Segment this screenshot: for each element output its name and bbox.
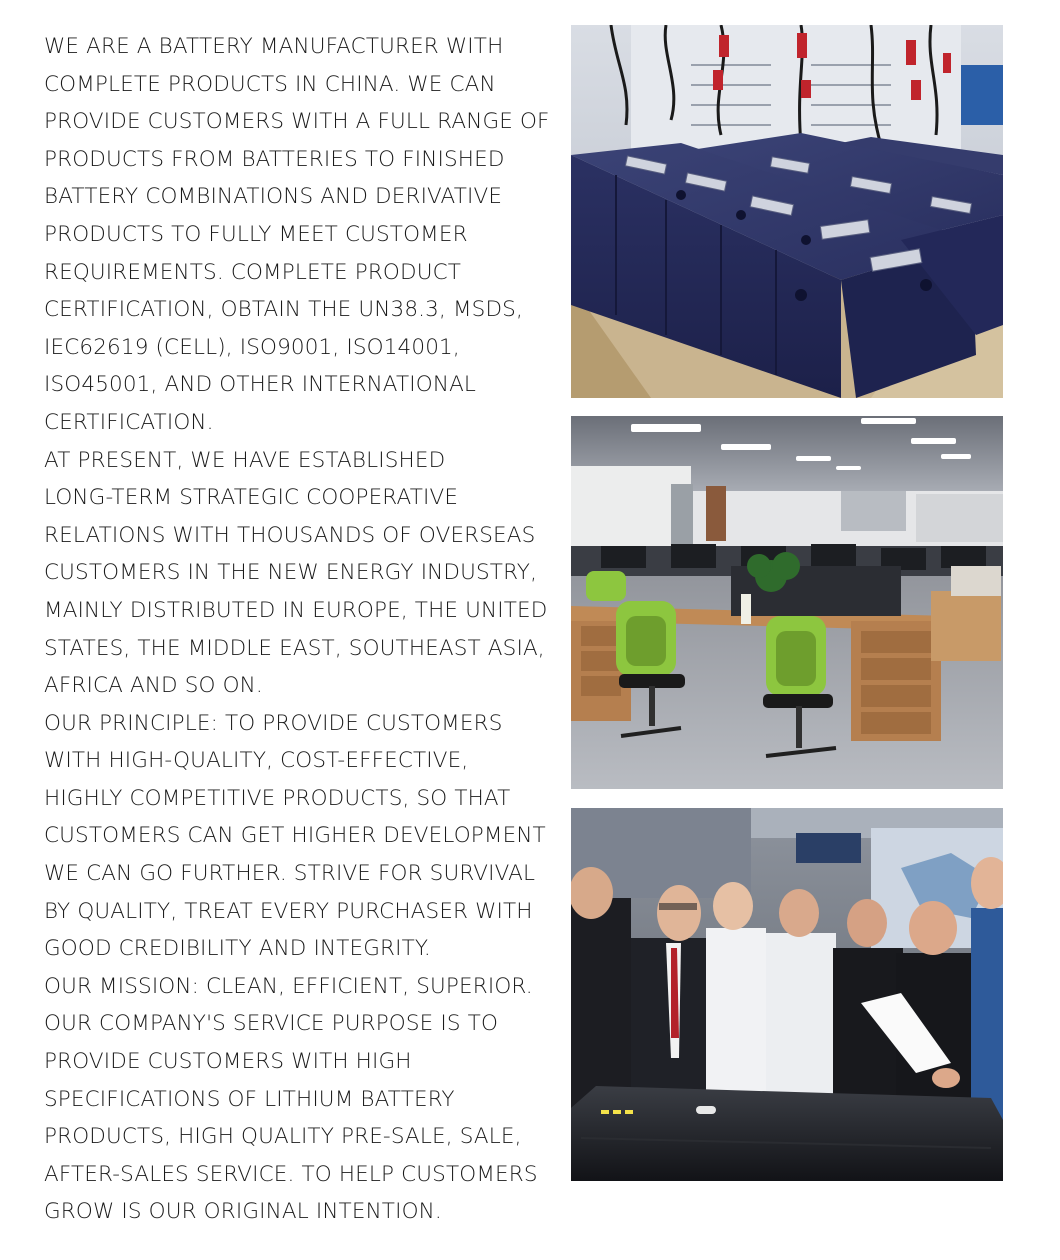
text-line: COMPLETE PRODUCTS IN CHINA. WE CAN — [44, 71, 496, 97]
text-line: CUSTOMERS IN THE NEW ENERGY INDUSTRY, — [44, 560, 538, 586]
text-line: AT PRESENT, WE HAVE ESTABLISHED — [44, 447, 446, 473]
office-workspace-photo — [571, 416, 1003, 789]
paragraph-mission — [44, 968, 554, 1231]
paragraph-principle — [44, 705, 554, 968]
text-line: HIGHLY COMPETITIVE PRODUCTS, SO THAT — [44, 785, 511, 811]
trade-show-photo — [571, 808, 1003, 1181]
text-line: IEC62619 (CELL), ISO9001, ISO14001, — [44, 334, 460, 360]
text-line: BY QUALITY, TREAT EVERY PURCHASER WITH — [44, 898, 533, 924]
text-line: OUR COMPANY'S SERVICE PURPOSE IS TO — [44, 1011, 499, 1037]
text-line: PROVIDE CUSTOMERS WITH HIGH — [44, 1049, 412, 1075]
text-line: ISO45001, AND OTHER INTERNATIONAL — [44, 372, 477, 398]
text-line: PRODUCTS FROM BATTERIES TO FINISHED — [44, 146, 505, 172]
text-line: LONG-TERM STRATEGIC COOPERATIVE — [44, 485, 459, 511]
text-line: WE CAN GO FURTHER. STRIVE FOR SURVIVAL — [44, 861, 536, 887]
text-line: BATTERY COMBINATIONS AND DERIVATIVE — [44, 184, 503, 210]
text-line: RELATIONS WITH THOUSANDS OF OVERSEAS — [44, 522, 536, 548]
paragraph-intro — [44, 28, 554, 442]
text-line: STATES, THE MIDDLE EAST, SOUTHEAST ASIA, — [44, 635, 545, 661]
text-line: OUR MISSION: CLEAN, EFFICIENT, SUPERIOR. — [44, 973, 533, 999]
text-line: GOOD CREDIBILITY AND INTEGRITY. — [44, 936, 431, 962]
battery-packs-photo — [571, 25, 1003, 398]
text-line: OUR PRINCIPLE: TO PROVIDE CUSTOMERS — [44, 710, 503, 736]
text-line: AFTER-SALES SERVICE. TO HELP CUSTOMERS — [44, 1161, 538, 1187]
company-description — [44, 28, 554, 1231]
text-line: GROW IS OUR ORIGINAL INTENTION. — [44, 1199, 442, 1225]
text-line: CERTIFICATION. — [44, 409, 214, 435]
text-line: MAINLY DISTRIBUTED IN EUROPE, THE UNITED — [44, 597, 548, 623]
text-line: WITH HIGH-QUALITY, COST-EFFECTIVE, — [44, 748, 469, 774]
text-line: CERTIFICATION, OBTAIN THE UN38.3, MSDS, — [44, 297, 523, 323]
text-line: REQUIREMENTS. COMPLETE PRODUCT — [44, 259, 462, 285]
text-line: SPECIFICATIONS OF LITHIUM BATTERY — [44, 1086, 455, 1112]
text-line: PRODUCTS TO FULLY MEET CUSTOMER — [44, 221, 468, 247]
text-line: AFRICA AND SO ON. — [44, 673, 263, 699]
paragraph-cooperation — [44, 442, 554, 705]
text-line: PRODUCTS, HIGH QUALITY PRE-SALE, SALE, — [44, 1124, 522, 1150]
text-line: CUSTOMERS CAN GET HIGHER DEVELOPMENT — [44, 823, 546, 849]
text-line: WE ARE A BATTERY MANUFACTURER WITH — [44, 34, 504, 59]
text-line: PROVIDE CUSTOMERS WITH A FULL RANGE OF — [44, 109, 550, 135]
